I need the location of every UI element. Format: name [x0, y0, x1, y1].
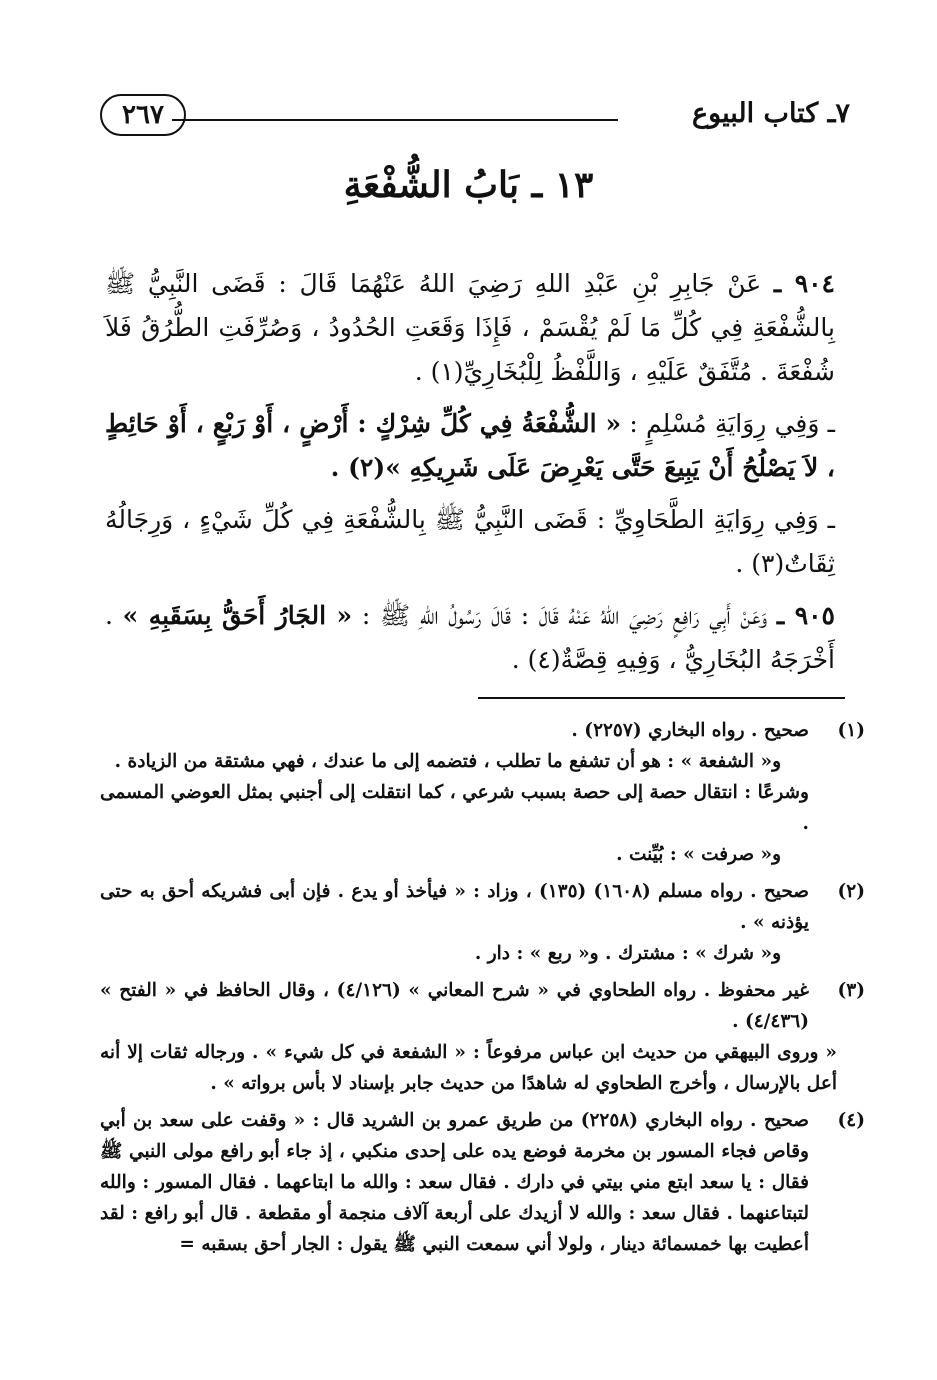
running-title: ٧ـ كتاب البيوع — [692, 98, 850, 129]
footnote-1 — [100, 715, 865, 870]
footnote-line: « وروى البيهقي من حديث ابن عباس مرفوعاً : « الشفعة في كل شيء » . ورجاله ثقات إلا أنه أعل بالإرسال ، وأخرج الطحاوي له شاهدًا من حديث جابر بإسناد لا بأس برواته » . — [100, 1042, 837, 1094]
hadith-text: وَعَنْ أَبِي رَافِعٍ رَضِيَ اللهُ عَنْهُ قَالَ : قَالَ رَسُولُ اللهِ ﷺ : — [361, 601, 768, 630]
footnotes — [100, 715, 865, 1266]
footnote-line: وشرعًا : انتقال حصة إلى حصة بسبب شرعي ، كما انتقلت إلى أجنبي بمثل العوضي المسمى . — [100, 782, 809, 834]
hadith-text: عَنْ جَابِرِ بْنِ عَبْدِ اللهِ رَضِيَ اللهُ عَنْهُمَا قَالَ : قَضَى النَّبِيُّ ﷺ بِالشُّفْعَةِ فِي كُلِّ مَا لَمْ يُقْسَمْ ، فَإِذَا وَقَعَتِ الحُدُودُ ، وَصُرِّفَتِ الطُّرُقُ فَلاَ شُفْعَةَ . مُتَّفَقٌ عَلَيْهِ ، وَاللَّفْظُ لِلْبُخَارِيِّ(١) . — [105, 269, 835, 386]
chapter-title: ١٣ ـ بَابُ الشُّفْعَةِ — [343, 164, 594, 206]
footnote-line: صحيح . رواه البخاري (٢٢٥٧) . — [571, 720, 809, 741]
footnote-number: (٤) — [837, 1110, 865, 1131]
narration-text: « الشُّفْعَةُ فِي كُلِّ شِرْكٍ : أَرْضٍ ، أَوْ رَبْعٍ ، أَوْ حَائِطٍ ، لاَ يَصْلُحُ أَنْ يَبِيعَ حَتَّى يَعْرِضَ عَلَى شَرِيكِهِ »(٢) . — [105, 409, 835, 482]
footnote-3 — [100, 975, 865, 1099]
page-header — [100, 92, 850, 142]
muslim-narration — [105, 402, 835, 490]
footnote-line: و« الشفعة » : هو أن تشفع ما تطلب ، فتضمه إلى ما عندك ، فهي مشتقة من الزيادة . — [114, 751, 781, 772]
page-number: ٢٦٧ — [100, 94, 186, 136]
hadith-905 — [105, 594, 835, 682]
hadith-text-end: . أَخْرَجَهُ البُخَارِيُّ ، وَفِيهِ قِصَّةٌ(٤) . — [105, 601, 835, 674]
footnote-4 — [100, 1105, 865, 1260]
narration-intro: ـ وَفِي رِوَايَةِ مُسْلِمٍ : — [629, 409, 835, 438]
hadith-number: ٩٠٥ ـ — [776, 601, 835, 630]
hadith-number: ٩٠٤ ـ — [773, 269, 835, 298]
footnote-line: و« شرك » : مشترك . و« ربع » : دار . — [474, 943, 781, 964]
footnote-2 — [100, 876, 865, 969]
header-rule — [172, 119, 618, 121]
hadith-quote: « الجَارُ أَحَقُّ بِسَقَبِهِ » — [122, 601, 353, 630]
tahawi-narration: ـ وَفِي رِوَايَةِ الطَّحَاوِيِّ : قَضَى النَّبِيُّ ﷺ بِالشُّفْعَةِ فِي كُلِّ شَيْءٍ ، وَرِجَالُهُ ثِقَاتٌ(٣) . — [105, 505, 835, 578]
main-text — [105, 262, 835, 690]
footnote-number: (٢) — [837, 881, 865, 902]
footnote-separator — [478, 697, 845, 699]
footnote-line: غير محفوظ . رواه الطحاوي في « شرح المعاني » (٤/١٢٦) ، وقال الحافظ في « الفتح » (٤/٤٣٦) . — [100, 980, 809, 1032]
hadith-904 — [105, 262, 835, 394]
footnote-line: صحيح . رواه البخاري (٢٢٥٨) من طريق عمرو بن الشريد قال : « وقفت على سعد بن أبي وقاص فجاء المسور بن مخرمة فوضع يده على إحدى منكبي ، إذ جاء أبو رافع مولى النبي ﷺ فقال : يا سعد ابتع مني بيتي في دارك . فقال سعد : والله ما ابتاعهما . فقال المسور : والله لتبتاعنهما . فقال سعد : والله لا أزيدك على أربعة آلاف منجمة أو مقطعة . قال أبو رافع : لقد أعطيت بها خمسمائة دينار ، ولولا أني سمعت النبي ﷺ يقول : الجار أحق بسقبه = — [100, 1110, 809, 1255]
footnote-number: (٣) — [837, 980, 865, 1001]
footnote-line: صحيح . رواه مسلم (١٦٠٨) (١٣٥) ، وزاد : « فيأخذ أو يدع . فإن أبى فشريكه أحق به حتى يؤذنه » . — [100, 881, 809, 933]
footnote-number: (١) — [837, 720, 865, 741]
footnote-line: و« صرفت » : بُيِّنت . — [616, 844, 781, 865]
